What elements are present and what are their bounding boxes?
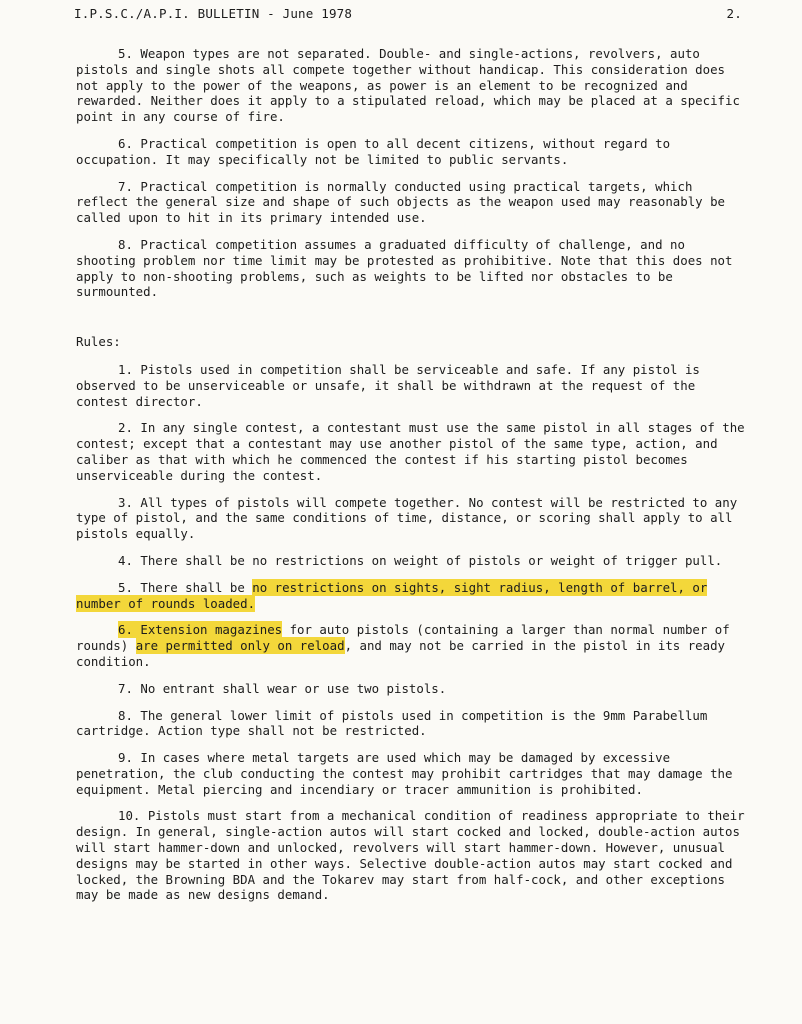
rule-6-highlight-1: 6. Extension magazines bbox=[118, 622, 283, 638]
rule-5-text: 5. There shall be bbox=[118, 579, 253, 595]
rule-6-text-2: , and may not be carried in the pistol in its ready condition. bbox=[76, 638, 726, 669]
rule-6-text-1: for auto pistols (containing a larger than normal number of rounds) bbox=[76, 622, 730, 654]
document-body bbox=[76, 46, 752, 914]
rule-8: 8. The general lower limit of pistols used in competition is the 9mm Parabellum cartridge. Action type shall not be restricted. bbox=[76, 707, 708, 739]
consideration-7: 7. Practical competition is normally conducted using practical targets, which reflect the general size and shape of such objects as the weapon used may reasonably be called upon to hit in its primary intended use. bbox=[76, 178, 726, 226]
consideration-8: 8. Practical competition assumes a graduated difficulty of challenge, and no shooting problem nor time limit may be protested as prohibitive. Note that this does not apply to non-shooting problems, such as weights to be lifted nor obstacles to be surmounted. bbox=[76, 236, 733, 300]
rule-9: 9. In cases where metal targets are used which may be damaged by excessive penetration, the club conducting the contest may prohibit cartridges that may damage the equipment. Metal piercing and incendiary or tracer ammunition is prohibited. bbox=[76, 750, 733, 797]
rules-heading: Rules: bbox=[76, 334, 121, 350]
rule-6-highlight-2: are permitted only on reload bbox=[135, 638, 345, 654]
rule-10: 10. Pistols must start from a mechanical condition of readiness appropriate to their design. In general, single-action autos will start cocked and locked, double-action autos will start hammer-down and unlocked, revolvers will start hammer-down. However, unusual designs may be started in other ways. Selective double-action autos may start cocked and locked, the Browning BDA and the Tokarev may start from half-cock, and other exceptions may be made as new designs demand. bbox=[76, 808, 745, 903]
rule-2: 2. In any single contest, a contestant must use the same pistol in all stages of the contest; except that a contestant may use another pistol of the same type, action, and caliber as that with which he commenced the contest if his starting pistol becomes unserviceable during the contest. bbox=[76, 420, 745, 483]
header-title: I.P.S.C./A.P.I. BULLETIN - June 1978 bbox=[74, 6, 353, 21]
consideration-6: 6. Practical competition is open to all decent citizens, without regard to occupation. It may specifically not be limited to public servants. bbox=[76, 135, 671, 167]
rule-6 bbox=[76, 622, 752, 669]
page-number: 2. bbox=[726, 6, 742, 21]
consideration-5: 5. Weapon types are not separated. Double- and single-actions, revolvers, auto pistols and single shots all compete together without handicap. This consideration does not apply to the power of the weapons, as power is an element to be recognized and rewarded. Neither does it apply to a stipulated reload, which may be placed at a specific point in any course of fire. bbox=[76, 46, 740, 125]
rule-1: 1. Pistols used in competition shall be serviceable and safe. If any pistol is observed to be unserviceable or unsafe, it shall be withdrawn at the request of the contest director. bbox=[76, 361, 700, 409]
rule-5-highlight: no restrictions on sights, sight radius, length of barrel, or number of rounds loaded. bbox=[76, 579, 708, 611]
rule-5 bbox=[76, 580, 752, 612]
rule-4: 4. There shall be no restrictions on weight of pistols or weight of trigger pull. bbox=[118, 552, 723, 568]
rule-7: 7. No entrant shall wear or use two pistols. bbox=[118, 680, 447, 696]
page-header bbox=[74, 6, 742, 21]
rule-3: 3. All types of pistols will compete together. No contest will be restricted to any type of pistol, and the same conditions of time, distance, or scoring shall apply to all pistols equally. bbox=[76, 494, 738, 542]
